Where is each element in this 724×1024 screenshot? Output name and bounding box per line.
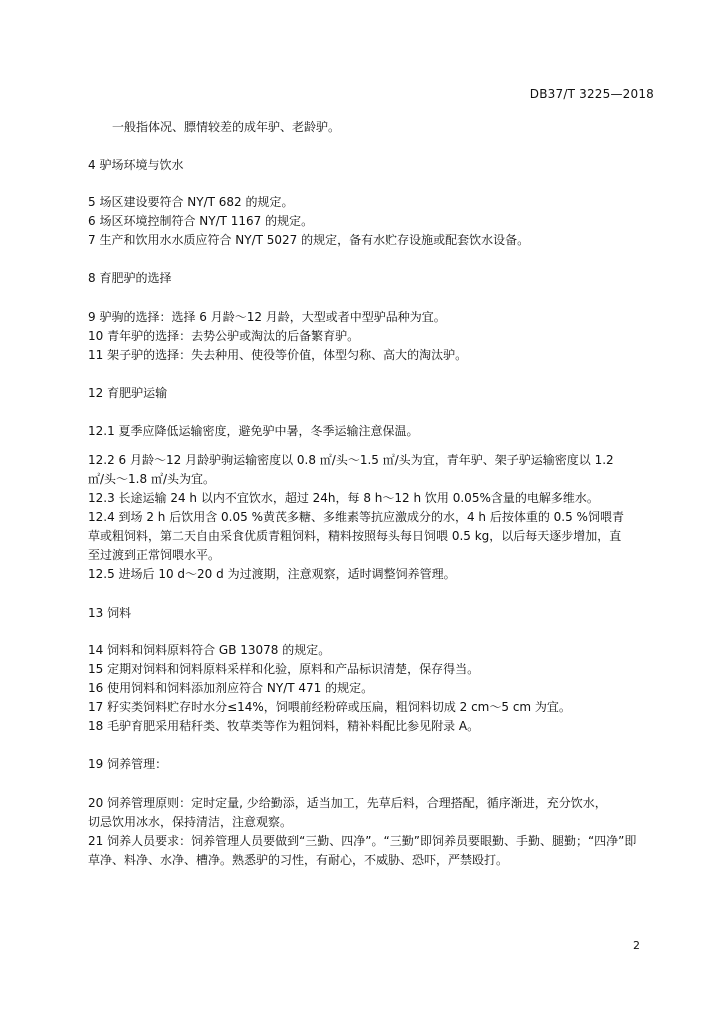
clause-7: 7 生产和饮用水水质应符合 NY/T 5027 的规定，备有水贮存设施或配套饮水设备。 [88,233,530,247]
definition-continuation: 一般指体况、膘情较差的成年驴、老龄驴。 [112,120,341,134]
clause-12-4: 12.4 到场 2 h 后饮用含 0.05 %黄芪多糖、多维素等抗应激成分的水，4 h 后按体重的 0.5 %饲喂青 [88,510,624,524]
section-heading-8: 8 育肥驴的选择 [88,271,172,285]
page-number: 2 [633,939,640,952]
clause-12-1: 12.1 夏季应降低运输密度，避免驴中暑，冬季运输注意保温。 [88,424,419,438]
clause-12-2-cont: ㎡/头～1.8 ㎡/头为宜。 [88,472,215,486]
standard-code: DB37/T 3225—2018 [529,87,654,101]
section-heading-4: 4 驴场环境与饮水 [88,158,184,172]
section-heading-12: 12 育肥驴运输 [88,386,168,400]
clause-16: 16 使用饲料和饲料添加剂应符合 NY/T 471 的规定。 [88,681,374,695]
clause-20: 20 饲养管理原则：定时定量, 少给勤添，适当加工，先草后料，合理搭配，循序渐进，充分饮水， [88,796,607,810]
clause-10: 10 青年驴的选择：去势公驴或淘汰的后备繁育驴。 [88,329,360,343]
clause-12-4-cont-2: 至过渡到正常饲喂水平。 [88,548,221,562]
clause-11: 11 架子驴的选择：失去种用、使役等价值，体型匀称、高大的淘汰驴。 [88,348,468,362]
clause-6: 6 场区环境控制符合 NY/T 1167 的规定。 [88,214,314,228]
clause-17: 17 籽实类饲料贮存时水分≤14%，饲喂前经粉碎或压扁，粗饲料切成 2 cm～5 cm 为宜。 [88,700,571,714]
clause-20-cont: 切忌饮用冰水，保持清洁，注意观察。 [88,815,293,829]
section-heading-13: 13 饲料 [88,606,132,620]
clause-21-cont: 草净、料净、水净、槽净。熟悉驴的习性，有耐心，不威胁、恐吓，严禁殴打。 [88,853,509,867]
clause-5: 5 场区建设要符合 NY/T 682 的规定。 [88,195,294,209]
clause-18: 18 毛驴育肥采用秸秆类、牧草类等作为粗饲料，精补料配比参见附录 A。 [88,719,480,733]
clause-15: 15 定期对饲料和饲料原料采样和化验，原料和产品标识清楚，保存得当。 [88,662,480,676]
clause-12-2: 12.2 6 月龄～12 月龄驴驹运输密度以 0.8 ㎡/头～1.5 ㎡/头为宜，青年驴、架子驴运输密度以 1.2 [88,453,614,467]
clause-12-3: 12.3 长途运输 24 h 以内不宜饮水，超过 24h，每 8 h～12 h 饮用 0.05%含量的电解多维水。 [88,491,599,505]
clause-9: 9 驴驹的选择：选择 6 月龄～12 月龄，大型或者中型驴品种为宜。 [88,310,446,324]
clause-21: 21 饲养人员要求：饲养管理人员要做到“三勤、四净”。“三勤”即饲养员要眼勤、手勤、腿勤；“四净”即 [88,834,637,848]
clause-14: 14 饲料和饲料原料符合 GB 13078 的规定。 [88,643,331,657]
clause-12-5: 12.5 进场后 10 d～20 d 为过渡期，注意观察，适时调整饲养管理。 [88,567,456,581]
section-heading-19: 19 饲养管理： [88,757,168,771]
clause-12-4-cont-1: 草或粗饲料，第二天自由采食优质青粗饲料，精料按照每头每日饲喂 0.5 kg，以后每天逐步增加，直 [88,529,622,543]
